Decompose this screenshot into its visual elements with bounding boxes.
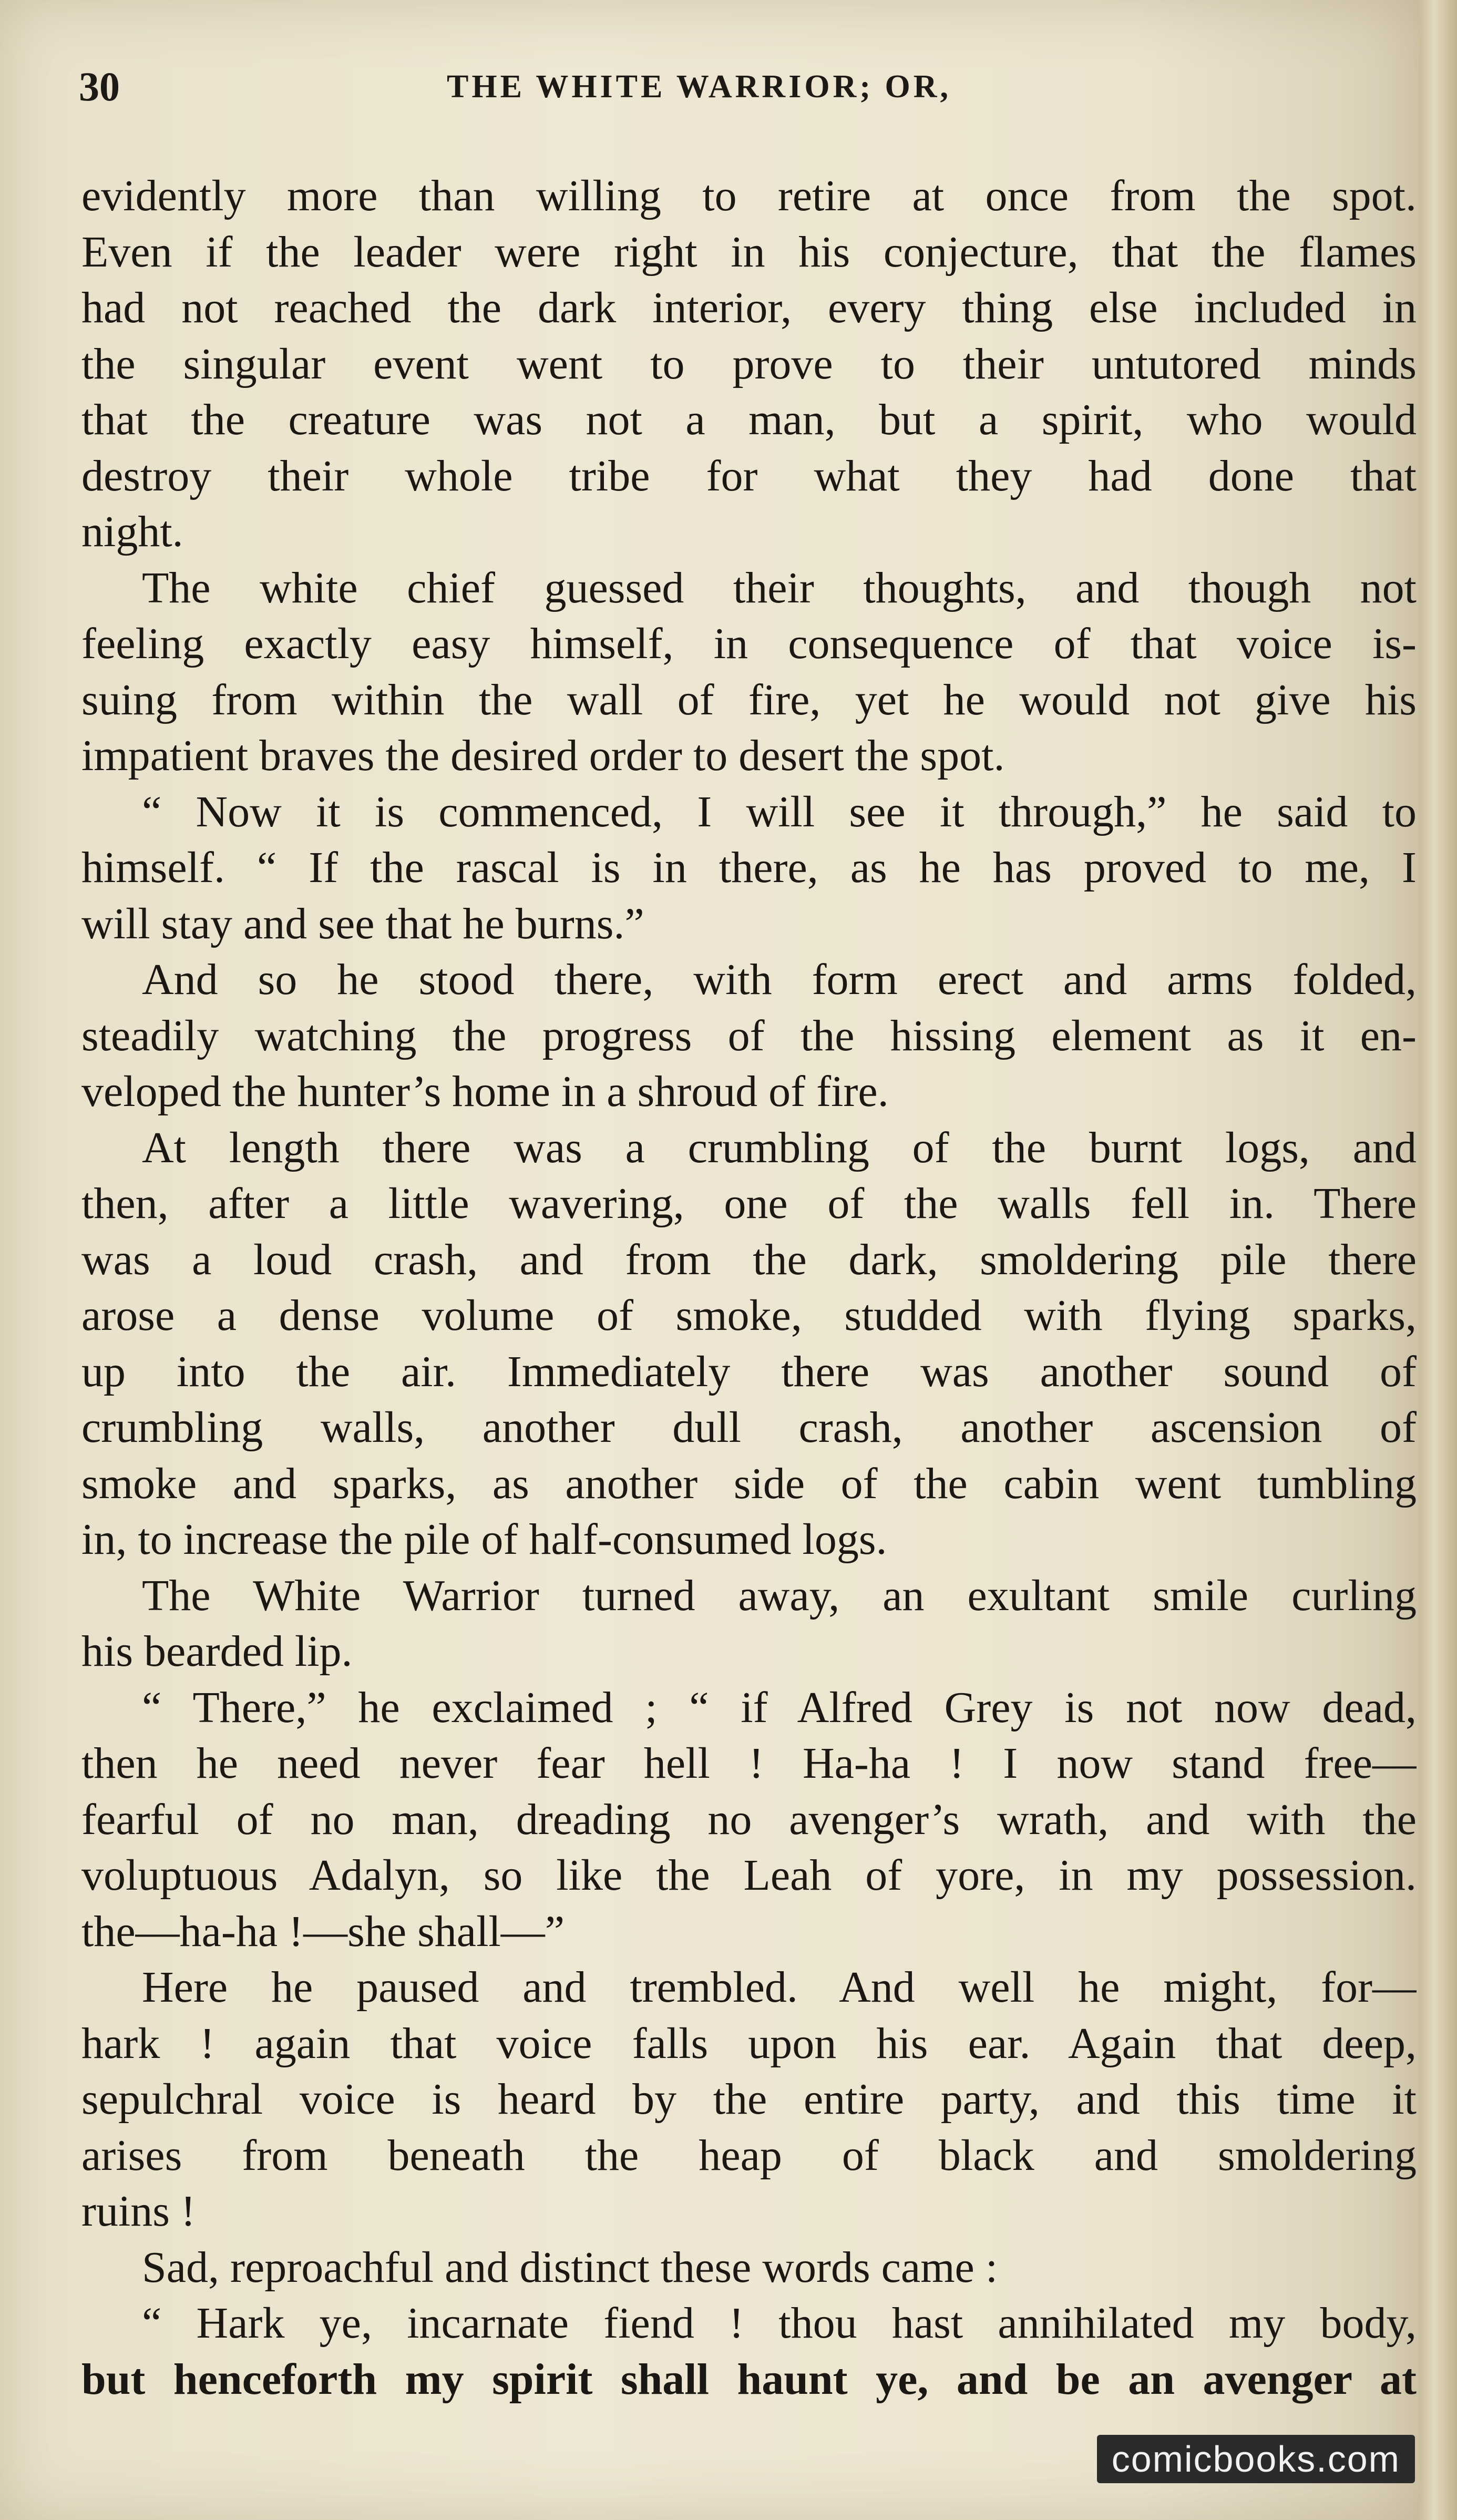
text-line: up into the air. Immediately there was another sound of bbox=[81, 1347, 1417, 1396]
text-line: the—ha-ha !—she shall—” bbox=[81, 1907, 565, 1956]
text-line: in, to increase the pile of half-consumed logs. bbox=[81, 1515, 887, 1564]
text-line: the singular event went to prove to their untutored minds bbox=[81, 339, 1417, 388]
text-line: then he need never fear hell ! Ha-ha ! I now stand free— bbox=[81, 1739, 1417, 1788]
text-line: but henceforth my spirit shall haunt ye, and be an avenger at bbox=[81, 2354, 1417, 2404]
text-line: smoke and sparks, as another side of the cabin went tumbling bbox=[81, 1459, 1417, 1508]
text-line: impatient braves the desired order to desert the spot. bbox=[81, 731, 1005, 780]
text-line: arose a dense volume of smoke, studded with flying sparks, bbox=[81, 1291, 1417, 1340]
text-line: The White Warrior turned away, an exultant smile curling bbox=[142, 1571, 1417, 1620]
text-line: And so he stood there, with form erect and arms folded, bbox=[142, 955, 1417, 1004]
running-head: THE WHITE WARRIOR; OR, bbox=[447, 69, 951, 105]
text-line: Here he paused and trembled. And well he might, for— bbox=[142, 1963, 1417, 2012]
text-line: hark ! again that voice falls upon his ear. Again that deep, bbox=[81, 2019, 1417, 2068]
text-line: steadily watching the progress of the hissing element as it en- bbox=[81, 1011, 1417, 1060]
text-line: Even if the leader were right in his conjecture, that the flames bbox=[81, 227, 1417, 276]
text-line: veloped the hunter’s home in a shroud of fire. bbox=[81, 1067, 889, 1116]
text-line: Sad, reproachful and distinct these words came : bbox=[142, 2242, 998, 2292]
text-line: will stay and see that he burns.” bbox=[81, 899, 644, 948]
text-line: night. bbox=[81, 507, 183, 556]
text-line: “ Now it is commenced, I will see it through,” he said to bbox=[142, 787, 1417, 836]
text-line: “ Hark ye, incarnate fiend ! thou hast annihilated my body, bbox=[142, 2299, 1417, 2348]
text-line: destroy their whole tribe for what they had done that bbox=[81, 451, 1417, 500]
page-header bbox=[79, 63, 1393, 126]
text-line: fearful of no man, dreading no avenger’s wrath, and with the bbox=[81, 1795, 1417, 1844]
text-line: ruins ! bbox=[81, 2187, 196, 2236]
text-line: crumbling walls, another dull crash, another ascension of bbox=[81, 1403, 1417, 1452]
watermark-logo: comicbooks.com bbox=[1097, 2435, 1415, 2483]
page-edge bbox=[1419, 0, 1457, 2520]
text-line: suing from within the wall of fire, yet he would not give his bbox=[81, 675, 1417, 724]
text-line: voluptuous Adalyn, so like the Leah of yore, in my possession. bbox=[81, 1851, 1417, 1900]
text-line: The white chief guessed their thoughts, and though not bbox=[142, 563, 1417, 612]
text-line: arises from beneath the heap of black and smoldering bbox=[81, 2130, 1417, 2180]
text-line: that the creature was not a man, but a spirit, who would bbox=[81, 395, 1417, 444]
text-line: “ There,” he exclaimed ; “ if Alfred Grey is not now dead, bbox=[142, 1683, 1417, 1732]
text-line: sepulchral voice is heard by the entire party, and this time it bbox=[81, 2075, 1417, 2124]
text-line: his bearded lip. bbox=[81, 1627, 353, 1676]
page-number: 30 bbox=[79, 64, 120, 109]
text-line: had not reached the dark interior, every thing else included in bbox=[81, 283, 1417, 332]
text-line: feeling exactly easy himself, in consequence of that voice is- bbox=[81, 619, 1417, 668]
text-line: was a loud crash, and from the dark, smoldering pile there bbox=[81, 1235, 1417, 1284]
text-line: then, after a little wavering, one of the walls fell in. There bbox=[81, 1179, 1417, 1228]
text-line: At length there was a crumbling of the burnt logs, and bbox=[142, 1123, 1417, 1172]
text-line: evidently more than willing to retire at once from the spot. bbox=[81, 171, 1417, 220]
text-line: himself. “ If the rascal is in there, as he has proved to me, I bbox=[81, 843, 1417, 892]
body-text bbox=[81, 168, 1417, 2408]
